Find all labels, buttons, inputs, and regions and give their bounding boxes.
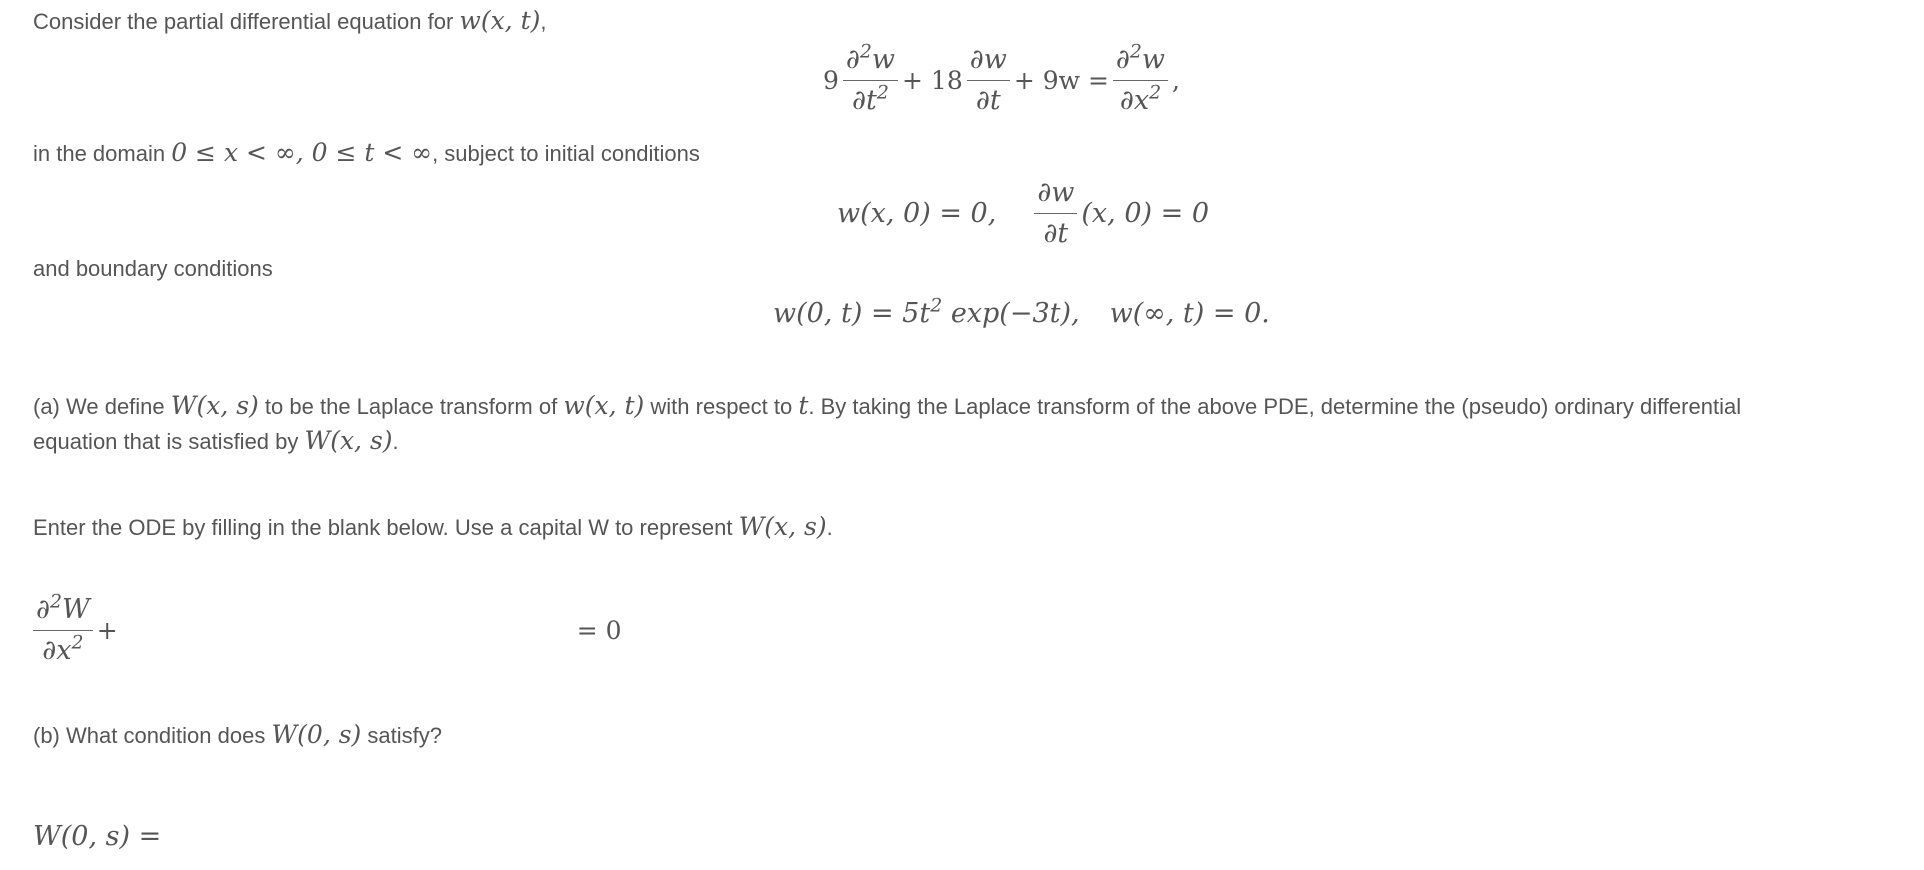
boundary-eq-2: w(∞, t) = 0.: [1109, 298, 1270, 329]
boundary-label: and boundary conditions: [33, 256, 273, 281]
initial-d-num: ∂w: [1034, 176, 1077, 214]
pde-op-18: + 18: [902, 66, 963, 95]
pde-d2t-num: ∂$^2$w: [843, 43, 898, 81]
part-a-text-5: equation that is satisfied by: [33, 429, 305, 454]
part-a-text-1: (a) We define: [33, 394, 171, 419]
ode-den: $\partial x^2$: [42, 631, 84, 666]
pde-frac-dt: [967, 43, 1010, 118]
domain-math: 0 ≤ x < ∞, 0 ≤ t < ∞: [171, 138, 433, 167]
part-a-line-2: [33, 426, 399, 457]
intro-trail: ,: [540, 9, 547, 34]
answer-b-row: [33, 818, 591, 854]
part-a-math-1: W(x, s): [170, 391, 259, 420]
intro-text: [33, 6, 547, 37]
part-a-math-4: W(x, s): [304, 426, 393, 455]
pde-d2x-den: $\partial x^2$: [1119, 81, 1162, 116]
answer-b-input[interactable]: [167, 818, 591, 854]
answer-b-label: W(0, s) =: [33, 820, 162, 852]
pde-op-9w: + 9w =: [1013, 66, 1109, 95]
domain-trail: , subject to initial conditions: [432, 141, 700, 166]
ode-plus: +: [96, 616, 118, 645]
boundary-conditions: [773, 294, 1270, 329]
pde-coef-9: 9: [823, 66, 839, 95]
intro-function: w(x, t): [459, 6, 541, 35]
part-a-text-2: to be the Laplace transform of: [258, 394, 564, 419]
pde-frac-d2t: [843, 40, 898, 118]
initial-cond-2: (x, 0) = 0: [1081, 198, 1209, 229]
part-b-text: [33, 720, 442, 751]
ode-frac: [33, 590, 93, 668]
boundary-eq-1: w(0, $t) = 5t^2$ exp(−3t),: [773, 294, 1080, 329]
part-a-math-2: w(x, t): [563, 391, 645, 420]
pde-d2t-den: $\partial t^2$: [852, 81, 889, 116]
part-a-text-6: .: [392, 429, 399, 454]
part-a-line-1: [33, 391, 1741, 422]
part-b-math: W(0, s): [271, 720, 362, 749]
initial-d-den: ∂t: [1043, 218, 1069, 249]
domain-lead: in the domain: [33, 141, 172, 166]
ode-rhs: = 0: [576, 616, 622, 645]
pde-dt-den: ∂t: [975, 85, 1001, 116]
intro-lead: Consider the partial differential equation for: [33, 9, 460, 34]
instructions-text: [33, 512, 833, 543]
pde-dt-num: ∂w: [967, 43, 1010, 81]
domain-text: [33, 138, 700, 169]
ode-answer-input[interactable]: [118, 613, 577, 649]
part-a-math-3: t: [798, 391, 809, 420]
initial-frac: [1034, 176, 1077, 251]
part-a-text-3: with respect to: [644, 394, 799, 419]
instructions-text-2: .: [826, 515, 833, 540]
pde-d2x-num: ∂$^2$w: [1113, 43, 1168, 81]
part-a-text-4: . By taking the Laplace transform of the above PDE, determine the (pseudo) ordinary differential: [808, 394, 1742, 419]
instructions-text-1: Enter the ODE by filling in the blank below. Use a capital W to represent: [33, 515, 739, 540]
pde-equation: [823, 40, 1180, 118]
initial-cond-1: w(x, 0) = 0,: [837, 198, 997, 229]
ode-entry: [33, 590, 622, 668]
initial-conditions: [837, 176, 1209, 251]
part-b-text-2: satisfy?: [361, 723, 443, 748]
part-b-text-1: (b) What condition does: [33, 723, 272, 748]
instructions-math: W(x, s): [738, 512, 827, 541]
ode-num: ∂$^2$W: [33, 593, 93, 631]
pde-frac-d2x: [1113, 40, 1168, 118]
pde-trail: ,: [1172, 66, 1180, 95]
